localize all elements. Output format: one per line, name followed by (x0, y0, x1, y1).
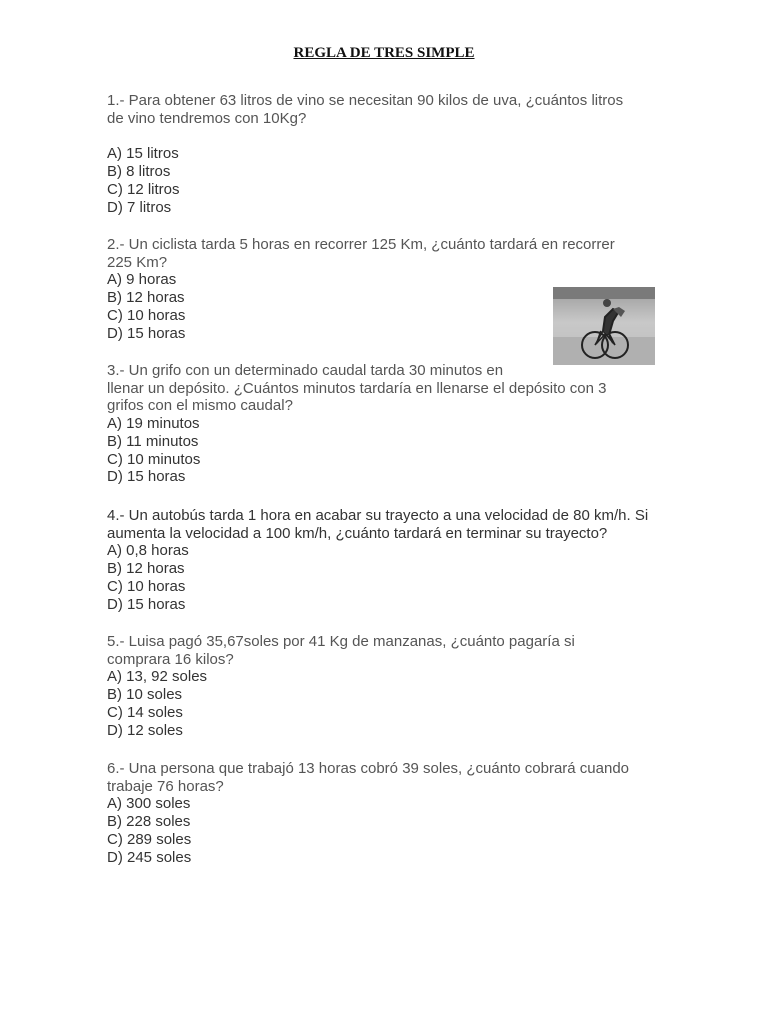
option-c: C) 12 litros (107, 180, 180, 198)
question-6-text (107, 760, 667, 795)
option-d: D) 15 horas (107, 468, 186, 486)
question-line: de vino tendremos con 10Kg? (107, 109, 307, 127)
option-a: A) 300 soles (107, 795, 191, 813)
option-c: C) 289 soles (107, 830, 192, 848)
question-5 (107, 633, 667, 739)
option-b: B) 11 minutos (107, 432, 199, 450)
question-1-options (107, 145, 667, 216)
question-4-text (107, 507, 667, 542)
question-line: comprara 16 kilos? (107, 650, 234, 668)
question-line: 225 Km? (107, 253, 168, 271)
option-a: A) 9 horas (107, 271, 177, 289)
question-3-options (107, 415, 667, 486)
option-a: A) 15 litros (107, 145, 179, 163)
question-line: aumenta la velocidad a 100 km/h, ¿cuánto tardará en terminar su trayecto? (107, 524, 608, 542)
page-title: REGLA DE TRES SIMPLE (293, 45, 475, 61)
question-line: 2.- Un ciclista tarda 5 horas en recorrer 125 Km, ¿cuánto tardará en recorrer (107, 236, 615, 253)
question-3 (107, 362, 667, 486)
question-2-text (107, 236, 667, 271)
question-line: 4.- Un autobús tarda 1 hora en acabar su trayecto a una velocidad de 80 km/h. Si (107, 507, 649, 524)
option-c: C) 10 minutos (107, 450, 201, 468)
option-b: B) 228 soles (107, 813, 191, 831)
question-1 (107, 92, 667, 216)
option-b: B) 12 horas (107, 560, 185, 578)
option-b: B) 8 litros (107, 163, 171, 181)
option-d: D) 12 soles (107, 721, 183, 739)
question-4 (107, 507, 667, 613)
question-line: 6.- Una persona que trabajó 13 horas cobró 39 soles, ¿cuánto cobrará cuando (107, 760, 629, 777)
question-3-text (107, 362, 667, 415)
option-d: D) 7 litros (107, 198, 172, 216)
question-line: trabaje 76 horas? (107, 777, 224, 795)
question-line: grifos con el mismo caudal? (107, 397, 293, 415)
question-5-text (107, 633, 667, 668)
question-6-options (107, 795, 667, 866)
question-1-text (107, 92, 667, 127)
question-line: llenar un depósito. ¿Cuántos minutos tardaría en llenarse el depósito con 3 (107, 379, 607, 397)
question-line: 3.- Un grifo con un determinado caudal tarda 30 minutos en (107, 362, 504, 379)
option-d: D) 15 horas (107, 324, 186, 342)
option-a: A) 0,8 horas (107, 542, 189, 560)
option-d: D) 15 horas (107, 595, 186, 613)
question-5-options (107, 668, 667, 739)
question-line: 5.- Luisa pagó 35,67soles por 41 Kg de manzanas, ¿cuánto pagaría si (107, 633, 575, 650)
option-a: A) 13, 92 soles (107, 668, 208, 686)
option-a: A) 19 minutos (107, 415, 200, 433)
question-4-options (107, 542, 667, 613)
cyclist-photo (553, 287, 655, 365)
option-c: C) 14 soles (107, 703, 183, 721)
option-d: D) 245 soles (107, 848, 192, 866)
option-b: B) 10 soles (107, 686, 183, 704)
option-c: C) 10 horas (107, 306, 186, 324)
question-line: 1.- Para obtener 63 litros de vino se necesitan 90 kilos de uva, ¿cuántos litros (107, 92, 624, 109)
question-6 (107, 760, 667, 866)
option-b: B) 12 horas (107, 289, 185, 307)
option-c: C) 10 horas (107, 577, 186, 595)
